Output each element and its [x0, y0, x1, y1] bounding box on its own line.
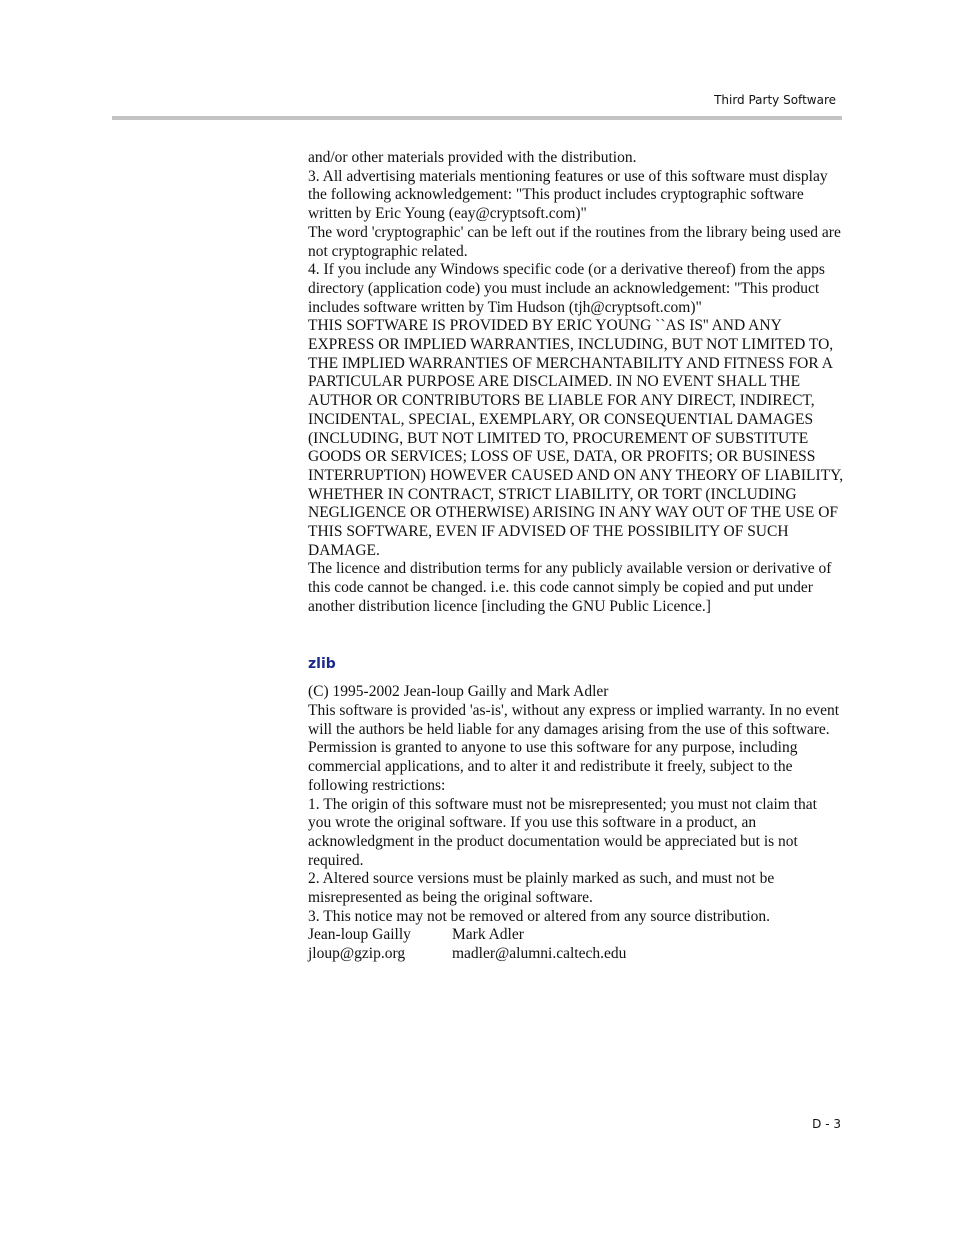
header-rule: [112, 116, 842, 120]
author-name: Mark Adler: [452, 926, 524, 944]
author-names-row: [308, 926, 844, 945]
author-email: madler@alumni.caltech.edu: [452, 945, 627, 963]
page-number: D - 3: [812, 1117, 841, 1131]
zlib-paragraph: 3. This notice may not be removed or altered from any source distribution.: [308, 907, 771, 925]
zlib-paragraph: 2. Altered source versions must be plainly marked as such, and must not be misrepresented as being the original software.: [308, 870, 775, 907]
running-header: Third Party Software: [714, 93, 836, 107]
openssl-paragraph: THIS SOFTWARE IS PROVIDED BY ERIC YOUNG ``AS IS'' AND ANY EXPRESS OR IMPLIED WARRANTIES, INCLUDING, BUT NOT LIMITED TO, THE IMPLIED WARRANTIES OF MERCHANTABILITY AND FITNESS FOR A PARTICULAR PURPOSE ARE DISCLAIMED. IN NO EVENT SHALL THE AUTHOR OR CONTRIBUTORS BE LIABLE FOR ANY DIRECT, INDIRECT, INCIDENTAL, SPECIAL, EXEMPLARY, OR CONSEQUENTIAL DAMAGES (INCLUDING, BUT NOT LIMITED TO, PROCUREMENT OF SUBSTITUTE GOODS OR SERVICES; LOSS OF USE, DATA, OR PROFITS; OR BUSINESS INTERRUPTION) HOWEVER CAUSED AND ON ANY THEORY OF LIABILITY, WHETHER IN CONTRACT, STRICT LIABILITY, OR TORT (INCLUDING NEGLIGENCE OR OTHERWISE) ARISING IN ANY WAY OUT OF THE USE OF THIS SOFTWARE, EVEN IF ADVISED OF THE POSSIBILITY OF SUCH DAMAGE.: [308, 317, 844, 559]
openssl-paragraph: and/or other materials provided with the distribution.: [308, 149, 637, 166]
openssl-paragraph: 4. If you include any Windows specific code (or a derivative thereof) from the apps directory (application code) you must include an acknowledgement: "This product includes software written by Tim Hudson (tjh@cryptsoft.com)": [308, 261, 825, 316]
page-body: [308, 149, 844, 964]
openssl-paragraph: The licence and distribution terms for any publicly available version or derivative of this code cannot be changed. i.e. this code cannot simply be copied and put under another distribution licence [including the GNU Public Licence.]: [308, 560, 832, 615]
openssl-paragraph: The word 'cryptographic' can be left out if the routines from the library being used are not cryptographic related.: [308, 223, 841, 260]
author-emails-row: [308, 945, 844, 964]
author-email: jloup@gzip.org: [308, 945, 406, 963]
zlib-heading: zlib: [308, 655, 336, 672]
zlib-paragraph: 1. The origin of this software must not be misrepresented; you must not claim that you wrote the original software. If you use this software in a product, an acknowledgment in the product documentation would be appreciated but is not required.: [308, 795, 817, 869]
zlib-paragraph: (C) 1995-2002 Jean-loup Gailly and Mark Adler: [308, 683, 609, 701]
openssl-paragraph: 3. All advertising materials mentioning features or use of this software must display the following acknowledgement: "This product includes cryptographic software written by Eric Young (eay@cryptsoft.com)": [308, 167, 828, 223]
zlib-paragraph: This software is provided 'as-is', without any express or implied warranty. In no event will the authors be held liable for any damages arising from the use of this software. Permission is granted to anyone to use this software for any purpose, including commercial applications, and to alter it and redistribute it freely, subject to the following restrictions:: [308, 701, 840, 794]
author-name: Jean-loup Gailly: [308, 926, 411, 944]
